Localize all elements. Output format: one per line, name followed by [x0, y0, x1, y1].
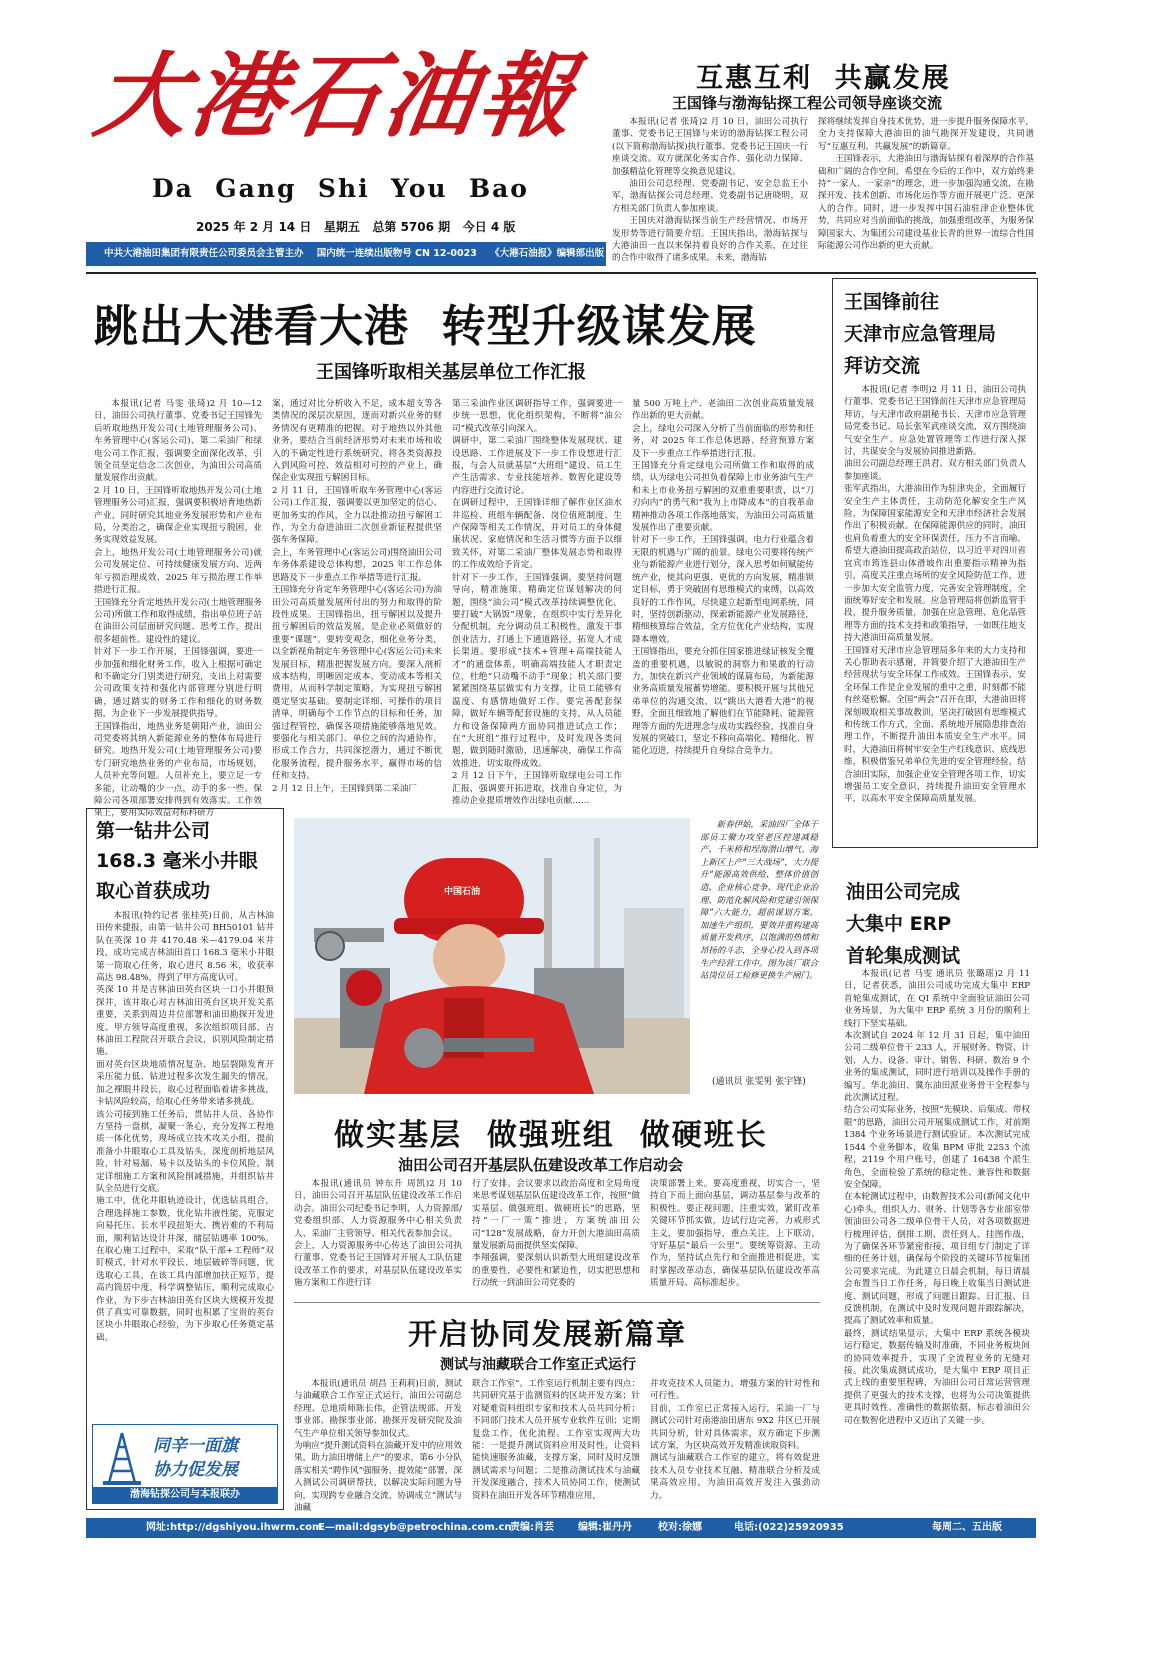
top-col1-p2: 油田公司总经理、党委副书记、安全总监王小军，渤海钻探公司总经理、党委副书记唐晓明，双方相关部门负责人参加座谈。: [612, 179, 808, 214]
top-article-col1: [612, 116, 808, 266]
left-box-headline-l1: 第一钻井公司: [96, 820, 211, 842]
erp-headline: [846, 876, 960, 972]
date-line: 2025 年 2 月 14 日 星期五 总第 5706 期 今日 4 版: [196, 220, 516, 234]
joint-col3: [650, 1378, 820, 1508]
joint-col1: [294, 1378, 462, 1514]
top-col1-p3: 王国庆对渤海钻探当前生产经营情况、市场开发形势等进行简要介绍。王国庆指出，渤海钻探与大港油田一直以来保持着良好的合作关系，在过往的合作中取得了诸多成果。未来，渤海钻: [612, 216, 808, 264]
slogan-footer: 渤海钻探公司与本报联办: [93, 1487, 277, 1503]
lead-col1-text: 本报讯(记者 马雯 张琦)2 月 10—12 日，油田公司执行董事、党委书记王国锋先后听取地热开发公司(土地管理服务公司)、车务管理中心(客运公司)、第二采油厂和绿电公司工作汇报，强调要全面深化改革，引领全员坚定信念二次创业，为油田公司高质量发展作出贡献。 2 月 10 日，王国锋听取地热开发公司(土地管理服务公司)汇报，强调要积极培育地热新产业，同时研究其地业务发展形势和产业布局，分类治之，确保企业实现扭亏脱困，业务实现效益发展。 会上，地热开发公司(土地管理服务公司)就公司发展定位、可持续健康发展方向、近两年亏损治理成效、2025 年亏损治理工作举措进行汇报。 王国锋充分肯定地热开发公司(土地管理服务公司)所做工作和取得成绩，指出单位班子站在油田公司层面研究问题、思考工作，提出很多超前性、建设性的建议。 针对下一步工作开展，王国锋强调，要进一步加强和细化财务工作，收入上根据可确定和不确定分门别类进行研究，支出上对需要公司政策支持和强化内部管理分别进行明确，通过踏实的财务工作和细化的财务数据，为企业下一步发展提供指导。 王国锋指出，地热业务是朝阳产业，油田公司党委将其纳入新能源业务的整体布局进行研究。地热开发公司(土地管理服务公司)要专门研究地热业务的产业布局，市场规划，人员补充等问题。人员补充上，要立足一专多能，让动嘴的少一点，动手的多一些。保障公司各项部署安排得到有效落实。工作效果上，要用实际效益对标科研方: [94, 399, 262, 819]
lead-subhead: 王国锋听取相关基层单位工作汇报: [316, 362, 586, 383]
footer-proof: 校对:徐娜: [658, 1522, 702, 1533]
masthead-logo: [88, 36, 596, 186]
erp-body-text: 本报讯(记者 马雯 通讯员 张璐瑶)2 月 11 日，记者获悉，油田公司成功完成大集中 ERP 首轮集成测试，在 QI 系统中全面验证油田公司业务场景，为大集中 ERP 系统 3 月份的顺利上线打下坚实基础。 本次测试自 2024 年 12 月 31 日起，集中油田公司二级单位骨干 233 人，开展财务、物资、计划、人力、设备、审计、销售、科研、数治 9 个业务的集成测试，同时进行培训以及操作手册的编写。华北油田、冀东油田派业务骨干全程参与此次测试过程。 结合公司实际业务，按照“先模块、后集成、带权限”的思路，油田公司开展集成测试工作，对前期 1384 个业务场景进行测试验证。本次测试完成 1544 个业务脚本，收集 BPM 审批 2253 个流程，2119 个用户账号，创建了 16438 个派生角色，全面检验了系统的稳定性、兼容性和数据安全保障。 在本轮测试过程中，由数智技术公司(新闻文化中心)牵头，组织人力、财务、计划等各专业部室带领油田公司各二级单位骨干人员，对各项数据进行梳理评估，倒排工期、责任到人、挂图作战，为了确保各环节紧密衔接，项目组专门制定了详细的任务计划，确保每个阶段的关键环节按集团公司要求完成。为此建立日晨会机制，每日请晨会布置当日工作任务，每日晚上收集当日测试进度、测试问题，形成了问题日跟踪、日汇报、日反馈机制，在测试中及时发现问题并跟踪解决，提高了测试效率和质量。 最终，测试结果显示，大集中 ERP 系统各模块运行稳定，数据传输及时准确，不同业务板块间的协同效率提升，实现了全流程业务的无缝对接。此次集成测试成功，是大集中 ERP 项目正式上线的重要里程碑，为油田公司日常运营管理提供了更强大的技术支撑，也将为公司决策提供更具时效性、准确性的数据依据，标志着油田公司在数智化进程中又迈出了关键一步。: [844, 969, 1030, 1426]
joint-divider: [294, 1302, 820, 1303]
joint-col2: [472, 1378, 640, 1508]
footer-email[interactable]: E—mail:dgsyb@petrochina.com.cn: [318, 1522, 512, 1533]
drilling-rig-icon: [97, 1429, 147, 1489]
team-col2: [472, 1178, 640, 1296]
masthead-divider: [86, 272, 1036, 274]
team-subhead: 油田公司召开基层队伍建设改革工作启动会: [398, 1156, 684, 1174]
footer-phone: 电话:(022)25920935: [734, 1522, 844, 1533]
team-col1: [294, 1178, 462, 1296]
right-top-headline-l1: 王国锋前往: [844, 291, 940, 313]
joint-col3-text: 并攻克技术人员能力，增强方案的针对性和可行性。 目前，工作室已正常接入运行，采油一厂与测试公司针对南港油田唐东 9X2 井区已开展共同分析，针对具体需求，双方确定下步测试方案，为区块高效开发精准读取资料。 测试与油藏联合工作室的建立，将有效促进技术人员专业技术互融、精准联合分析及成果高效应用，为油田高效开发注入强劲动力。: [650, 1379, 820, 1501]
team-col3-text: 决策部署上来。要高度重视，切实合一，坚持自下而上面向基层，调动基层参与改革的积极性。要正视问题，注重实效，紧盯改革关键环节抓实做，边试行边完善，力戒形式主义，要加强指导，重点关注，上下联动，守好基层“最后一公里”。要统筹资源、主动作为，坚持试点先行和全面推进相促进，实时掌握改革动态，确保基层队伍建设改革高质量开局、高标准起步。: [650, 1179, 820, 1289]
team-col3: [650, 1178, 820, 1296]
worker-image: [294, 818, 690, 1094]
slogan-box: [92, 1424, 278, 1504]
right-top-headline-l3: 拜访交流: [844, 355, 921, 377]
left-box-body: [96, 910, 274, 1420]
left-box-headline: [96, 816, 258, 906]
masthead-pinyin: Da Gang Shi You Bao: [152, 174, 529, 203]
right-top-headline-l2: 天津市应急管理局: [844, 323, 997, 345]
top-col2-p2: 王国锋表示，大港油田与渤海钻探有着深厚的合作基础和广阔的合作空间，希望在今后的工作中，双方始终秉持“一家人、一家亲”的理念，进一步加强沟通交流，在勘探开发、技术创新、市场化运作等方面开展更广泛、更深入的合作。同时，进一步发挥中国石油驻津企业整体优势，共同应对当前面临的挑战，加强重组改革，为服务保障国家大、为集团公司建设基业长青的世界一流综合性国际能源公司作出新的更大贡献。: [818, 154, 1034, 252]
left-box-headline-l2: 168.3 毫米小井眼: [96, 850, 258, 872]
footer-editor: 责编:肖芸: [510, 1522, 554, 1533]
left-box-headline-l3: 取心首获成功: [96, 880, 211, 902]
top-col2-p1: 探将继续发挥自身技术优势，进一步提升服务保障水平，全力支持保障大港油田的油气勘探开发建设，共同谱写“互惠互利、共赢发展”的新篇章。: [818, 117, 1034, 152]
lead-col3: [452, 398, 622, 806]
logo-chars: 大港石油報: [88, 42, 584, 150]
erp-headline-l1: 油田公司完成: [846, 881, 961, 903]
erp-headline-l2: 大集中 ERP: [846, 913, 952, 935]
lead-col3-text: 第三采油作业区调研指导工作，强调要进一步统一思想，优化组织架构，不断将“油公司”模式改革引向深入。 调研中，第二采油厂围绕整体发展现状、建设思路、工作进展及下一步工作设想进行汇报，与会人员就基层“大班组”建设、员工生产生活需求、专业技能培养、数智化建设等内容进行交流讨论。 在调研过程中，王国锋详细了解作业区油水井巡检、班组车辆配备、岗位值班制度、生产保障等相关工作情况，并对员工的身体健康状况、家庭情况和生活习惯等方面予以细致关怀，对第二采油厂整体发展态势和取得的工作成效给予肯定。 针对下一步工作，王国锋强调，要坚持问题导向，精准施策，精确定位谋划解决的问题，围绕“油公司”模式改革持续调整优化，要打破“大锅饭”现象，在组织中实行差异化分配机制，充分调动员工积极性，激发干事创业活力，打通上下通道路径，拓宽人才成长渠道。要形成“技术+管理+高端技能人才”的通盘体系，明确高端技能人才职责定位，杜绝“只动嘴不动手”现象；机关部门要紧紧围绕基层做实有力支撑，让员工能够有温度、有感情地做好工作。要完善配套保障，做好车辆等配套设施的支持，从人员能力和设备保障两方面协同推进试点工作；在“大班组”推行过程中，及时发现各类问题，做到随时激励，迅速解决，确保工作高效推进、切实取得成效。 2 月 12 日下午，王国锋听取绿电公司工作汇报，强调要开拓进取，找准自身定位，为推动企业提质增效作出绿电贡献……: [452, 399, 622, 806]
joint-col2-text: 联合工作室”。工作室运行机制主要有四点：共同研究基于监测资料的区块开发方案；针对疑难资料组织专家和技术人员共同分析；不同部门技术人员开展专业软件互训；定期复盘工作，优化流程。工作室实现两大功能：一是提升测试资料应用及时性，让资料能快速服务油藏，支撑方案，同时及时反馈测试需求与问题；二是推动测试技术与油藏开发深度融合，技术人员协同工作，使测试资料在油田开发各环节精准应用，: [472, 1379, 640, 1501]
team-col1-text: 本报讯(通讯员 钟东升 周凯)2 月 10 日，油田公司召开基层队伍建设改革工作启动会。油田公司纪委书记李明，人力资源部/党委组织部、人力资源服务中心相关负责人、采油厂主管领导、相关代表参加会议。 会上，人力资源服务中心传达了油田公司执行董事、党委书记王国锋对开展人工队伍建设改革工作的要求，对基层队伍建设改革实施方案和工作进行详: [294, 1179, 462, 1289]
right-top-body-text: 本报讯(记者 李明)2 月 11 日，油田公司执行董事、党委书记王国锋前往天津市应急管理局拜访，与天津市政府副秘书长、天津市应急管理局党委书记、局长张军武座谈交流，双方围绕油气安全生产、应急处置管理等工作进行深入探讨，共谋安全与发展协同推进新路。 油田公司副总经理王洪君、双方相关部门负责人参加座谈。 张军武指出，大港油田作为驻津央企，全面履行安全生产主体责任，主动防范化解安全生产风险，为保障国家能源安全和天津市经济社会发展作出了积极贡献。在保障能源供应的同时，油田也肩负着重大的安全环保责任，压力不言而喻。希望大港油田提高政治站位，以习近平对四川省宜宾市筠连县山体滑坡作出重要指示精神为指引，高度关注重点场所的安全风险防范工作，进一步加大安全监管力度，完善安全管理制度，全面统筹好安全和发展。应急管理局将创新监管手段，提升服务质量，加强在应急管理、危化品管理等方面的技术支持和政策指导，一如既往地支持大港油田高质量发展。 王国锋对天津市应急管理局多年来的大力支持和关心帮助表示感谢，并简要介绍了大港油田生产经营现状与安全环保工作成效。王国锋表示，安全环保工作是企业发展的重中之重，时刻都不能有丝毫松懈。全国“两会”召开在即，大港油田将深刻吸取相关事故教训，坚决打破固有思维模式和传统工作方式，全面、系统地开展隐患排查治理工作，不断提升油田本质安全生产水平。同时，大港油田将树牢安全生产红线意识、底线思维，积极借鉴兄弟单位先进的安全管理经验，结合油田实际，加强企业安全管理各项工作，切实增强员工安全意识，持续提升油田安全管理水平，以高水平安全保障高质量发展。: [844, 385, 1026, 805]
slogan-line2: 协力促发展: [153, 1460, 238, 1480]
masthead-banner: [86, 242, 606, 266]
lead-col4-text: 量 500 万吨上产、老油田二次创业高质量发展作出新的更大贡献。 会上，绿电公司深入分析了当前面临的形势和任务，对 2025 年工作总体思路、经营预算方案及下一步重点工作举措进行汇报。 王国锋充分肯定绿电公司所做工作和取得的成绩，认为绿电公司担负着保障上市业务油气生产和未上市业务扭亏解困的双重重要职责，以“刀刃向内”的勇气和“我为上市降成本”的自我革命精神推动各项工作落地落实，为油田公司高质量发展作出了重要贡献。 针对下一步工作，王国锋强调，电力行业蕴含着无限的机遇与广阔的前景。绿电公司要将传统产业与新能源产业进行划分，深入思考如何赋能传统产业，使其向更强、更优的方向发展，精准锁定目标，勇于突破固有思维模式的束缚，以高效良好的工作作风，尽快建立起新型电网系统，同时，坚持创新驱动，探索新能源产业发展路径，精细核算综合效益，全方位优化产业结构，实现降本增效。 王国锋指出，要充分抓住国家推进绿证核发全覆盖的重要机遇，以敏锐的洞察力和果敢的行动力，加快在新兴产业领域的谋篇布局，为新能源业务高质量发展蓄势增能。要积极开展与其他兄弟单位的沟通交流，以“跳出大港看大港”的视野，全面且细致地了解他们在节能降耗、能源管理等方面的先进理念与成功实践经验，找准自身发展的突破口，坚定不移向高端化、精细化、智能化迈进，持续提升自身综合竞争力。: [632, 399, 814, 757]
lead-col4: [632, 398, 814, 798]
top-headline: 互惠互利 共赢发展: [696, 63, 951, 94]
photo-caption-text: 新春伊始，采油四厂全体干部员工聚力攻坚老区控递减稳产、千米桥和埕海潜山增气、海上新区上产“三大战场”，大力提升“能源高效供给、整体价值创造、企业核心竞争、现代企业治理、防范化解风险和党建引领保障”六大能力，超前谋划方案，加速生产组织，要效并重构建高质量开发秩序，以饱满的热情和昂扬的斗志，全身心投入到各项生产经营工作中。图为该厂联合站岗位员工检修更换生产闸门。: [700, 819, 818, 981]
right-top-headline: [844, 286, 996, 382]
slogan-line1: 同辛一面旗: [153, 1436, 238, 1456]
joint-col1-text: 本报讯(通讯员 胡昌 王莉莉)日前，测试与油藏联合工作室正式运行，油田公司副总经理、总地质师陈长伟，企管法规部、开发事业部、勘探事业部、勘探开发研究院及油气生产单位相关领导参加仪式。 为响应“提升测试资料在油藏开发中的应用效果，助力油田增储上产”的要求，第6 小分队落实相关“聘作风”强服务，提效能”部署，深入测试公司调研帮扶，以解决实际问题为导向，实现跨专业融合交流，协调成立“测试与油藏: [294, 1379, 462, 1514]
team-headline: 做实基层 做强班组 做硬班长: [334, 1118, 768, 1153]
lead-col1: [94, 398, 262, 819]
lead-headline: 跳出大港看大港 转型升级谋发展: [94, 301, 757, 352]
footer-website[interactable]: 网址:http://dgshiyou.ihwrm.com: [146, 1522, 323, 1533]
joint-headline: 开启协同发展新篇章: [408, 1317, 688, 1351]
joint-subhead: 测试与油藏联合工作室正式运行: [440, 1357, 636, 1373]
top-col1-p1: 本报讯(记者 张琦)2 月 10 日，油田公司执行董事、党委书记王国锋与来访的渤海钻探工程公司(以下简称渤海钻探)执行董事、党委书记王国庆一行座谈交流。双方就深化务实合作、强化动力保障、加强精益化管理等交换意见建议。: [612, 117, 808, 177]
right-top-body: [844, 384, 1026, 840]
news-photo: [294, 818, 690, 1094]
top-subhead: 王国锋与渤海钻探工程公司领导座谈交流: [672, 94, 943, 112]
erp-headline-l3: 首轮集成测试: [846, 945, 961, 967]
lead-col2-text: 案，通过对比分析收入不足，成本超支等各类情况的深层次原因，逐而对新兴业务的财务情况有更精准的把握。对于地热以外其他业务，要结合当前经济形势对未来市场和收入的不确定性进行系统研究，将各类资源投入到风险可控、效益相对可控的产业上，确保企业实现扭亏解困目标。 2 月 11 日，王国锋听取车务管理中心(客运公司)工作汇报，强调要以更加坚定的信心、更加务实的作风，全力以赴推动扭亏解困工作，为全力奋进油田二次创业新征程提供坚强车务保障。 会上，车务管理中心(客运公司)围绕油田公司车务体系建设总体构想，2025 年工作总体思路及下一步重点工作举措等进行汇报。 王国锋充分肯定车务管理中心(客运公司)为油田公司高质量发展所付出的努力和取得的阶段性成果。王国锋指出，扭亏解困以及提升扭亏解困后的效益发展，是企业必须做好的重要“课题”。要转变观念，细化业务分类，以全新视角制定车务管理中心(客运公司)未来发展目标，精准把握发展方向。要深入剖析成本结构，明晰固定成本、变动成本等相关费用，从而科学制定策略，为实现扭亏解困奠定坚实基础。要制定详细、可操作的项目清单，明确每个工作节点的目标和任务，加强过程管控，确保各项措施能够落地见效。要强化与相关部门、单位之间的沟通协作，形成工作合力，共同深挖潜力，通过不断优化服务流程，提升服务水平，赢得市场的信任和支持。 2 月 12 日上午，王国锋到第二采油厂: [272, 399, 442, 794]
left-box-body-text: 本报讯(特约记者 张桂英)日前，从吉林油田传来捷报，由第一钻井公司 BH50101 钻井队在英深 10 井 4170.48 米—4179.04 米井段，成功完成吉林油田首口 168.3 毫米小井眼第一筒取心任务，取心进尺 8.56 米，收获率高达 98.48%，得到了甲方高度认可。 英深 10 井是吉林油田英台区块一口小井眼预探井，该井取心对吉林油田英台区块开发关系重要，关系到周边井位部署和油田勘探开发进度。甲方领导高度重视，多次组织项目部、吉林油田工程院召开联合会议，识别风险制定措施。 面对英台区块地质情况复杂、地层裂隙发育开采压能力低、钻进过程多次发生漏失的情况，加之裸眼井段长，取心过程面临着诸多挑战，卡钻风险较高，给取心任务带来诸多挑战。 该公司接到施工任务后，贯钻井人员、各协作方坚持一盘棋，凝聚一条心，充分发挥工程地质一体化优势，现场成立技术攻关小组，提前准备小井眼取心工具及钻头，深度剖析地层风险，针对易漏、易卡以及钻头的卡位风险，制定详细施工方案和风险削减措施，并组织钻井队全员进行交底。 施工中，优化井眼轨迹设计，优选钻具组合，合理选择施工参数，优化钻井液性能，克服定向易托压、长水平段扭矩大、携岩难的不利局面，顺利钻达设计井深，储层钻遇率 100%。在取心施工过程中，采取“队干部+工程师”双盯模式，针对水平段长、地层破碎等问题，优选取心工具，在该工具内部增加扶正短节，提高内筒居中度，科学调整钻压，顺利完成取心作业，为下步吉林油田英台区块大规模开发提供了真实可靠数据，同时也积累了宝贵的英台区块小井眼取心经验，为下步取心任务奠定基础。: [96, 911, 274, 1343]
lead-col2: [272, 398, 442, 798]
footer-layout: 编辑:崔丹丹: [578, 1522, 632, 1533]
top-article-col2: [818, 116, 1034, 266]
photo-caption: [700, 818, 818, 1068]
team-col2-text: 行了安排。会议要求以政治高度和全局角度来思考谋划基层队伍建设改革工作，按照“做实基层、做强班组、做硬班长”的思路，坚持“一厂一策”推进，方案统油田公司“128”发展战略，奋力开创大港油田高质量发展新局面提供坚实保障。 李翔强调，要深刻认识新型大班组建设改革的重要性，必要性和紧迫性，切实把思想和行动统一到油田公司党委的: [472, 1179, 640, 1289]
erp-body: [844, 968, 1030, 1518]
footer-bar: [86, 1518, 1036, 1538]
banner-text: 中共大港油田集团有限责任公司委员会主管主办 国内统一连续出版物号 CN 12-0023 《大港石油报》编辑部出版: [104, 248, 605, 259]
photo-credit: (通讯员 张雯男 张宇锋): [712, 1077, 806, 1087]
footer-schedule: 每周二、五出版: [932, 1522, 1002, 1533]
helmet-text: 中国石油: [444, 887, 481, 897]
